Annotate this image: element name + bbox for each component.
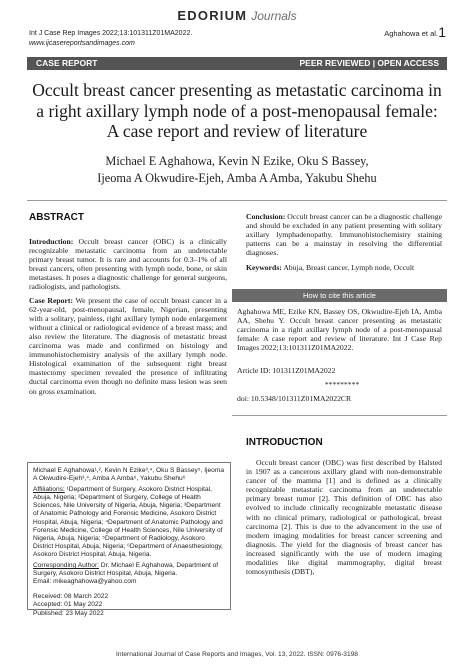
keywords-label: Keywords: bbox=[246, 263, 282, 273]
authors-line-2: Ijeoma A Okwudire-Ejeh, Amba A Amba, Yakubu Shehu bbox=[97, 170, 377, 185]
article-id: Article ID: 101311Z01MA2022 bbox=[237, 366, 336, 375]
corresponding-label: Corresponding Author: bbox=[33, 562, 99, 570]
conclusion-text: Occult breast cancer can be a diagnostic challenge and should be excluded in any patient presenting with solitary axillary lymphadenopathy. Immunohistochemistry staining patterns can be a mainstay in resolving the differential diagnoses. bbox=[246, 212, 443, 258]
author-list bbox=[30, 153, 444, 186]
how-to-cite-text: Aghahowa ME, Ezike KN, Bassey OS, Okwudire-Ejeh IA, Amba AA, Shehu Y. Occult breast cancer presenting as metastatic carcinoma in a right axillary lymph node of a post-menopausal female: A case report and review of literature. Int J Case Rep Images 2022;13:101311Z01MA2022. bbox=[237, 307, 442, 353]
conclusion-label: Conclusion: bbox=[246, 212, 286, 221]
corresponding-email[interactable]: Email: mikeaghahowa@yahoo.com bbox=[33, 578, 137, 586]
journal-brand bbox=[0, 7, 474, 25]
article-type: CASE REPORT bbox=[36, 58, 98, 68]
brand-logo-text: EDORIUM bbox=[177, 8, 248, 23]
introduction-heading: INTRODUCTION bbox=[246, 437, 323, 448]
journal-url[interactable]: www.ijcasereportsandimages.com bbox=[29, 40, 135, 47]
abstract-case-report bbox=[29, 296, 227, 396]
title-line-3: A case report and review of literature bbox=[106, 121, 368, 141]
published-date: Published: 23 May 2022 bbox=[33, 609, 104, 617]
running-head: Aghahowa et al. bbox=[384, 29, 438, 38]
box-authors: Michael E Aghahowa¹,², Kevin N Ezike³,⁴, Oku S Bassey⁵, Ijeoma A Okwudire-Ejeh³,⁴, Amba A Amba⁶, Yakubu Shehu⁶ bbox=[33, 467, 225, 483]
title-line-2: a right axillary lymph node of a post-menopausal female: bbox=[36, 100, 438, 121]
affiliations-text: ¹Department of Surgery, Asokoro District Hospital, Abuja, Nigeria; ²Department of Surgery, College of Health Sciences, Nile University of Nigeria, Abuja, Nigeria; ³Department of Anatomic Pathology and Forensic Medicine, Asokoro District Hospital, Abuja, Nigeria; ⁴Department of Anatomic Pathology and Forensic Medicine, College of Health Sciences, Nile University of Nigeria, Abuja, Nigeria; ⁵Department of Radiology, Asokoro District Hospital, Abuja, Nigeria; ⁶Department of Anaesthesiology, Asokoro District Hospital, Abuja, Nigeria. bbox=[33, 486, 223, 558]
intro-text: Occult breast cancer (OBC) is a clinically recognizable metastatic carcinoma from an undetectable primary breast tumor. It is rare and accounts for 0.3–1% of all breast cancers, often presenting with lymph node, bone, or skin metastases. It poses a diagnostic challenge for general surgeons, radiologists, and pathologists. bbox=[29, 237, 228, 292]
box-corresponding bbox=[33, 562, 226, 578]
abstract-keywords bbox=[246, 263, 442, 272]
separator-stars: ********* bbox=[324, 380, 360, 389]
case-label: Case Report: bbox=[29, 295, 74, 305]
keywords-text: Abuja, Breast cancer, Lymph node, Occult bbox=[283, 263, 415, 273]
page-footer: International Journal of Case Reports and Images, Vol. 13, 2022. ISSN: 0976-3198 bbox=[116, 651, 358, 658]
abstract-heading: ABSTRACT bbox=[29, 212, 84, 223]
citation-meta bbox=[29, 29, 192, 49]
authors-line-1: Michael E Aghahowa, Kevin N Ezike, Oku S Bassey, bbox=[105, 154, 369, 168]
received-date: Received: 08 March 2022 bbox=[33, 593, 109, 601]
page-number: 1 bbox=[438, 24, 446, 40]
introduction-body: Occult breast cancer (OBC) was first described by Halsted in 1907 as a cancerous axillary gland with non-demonstrable cancer of the mamma [1] and is defined as a clinically recognizable metastatic carcinoma from an undetectable primary breast tumor [2]. This definition of OBC has also evolved to include clinically recognizable metastatic disease with no clinical primary, radiological or pathological, breast carcinoma [2]. This is due to the advancement in the use of modern imaging modalities for breast cancer screening and diagnosis. The yield for the diagnosis of breast cancer has increased significantly with the use of modern imaging modalities like digital mammography, digital breast tomosynthesis (DBT), bbox=[246, 458, 442, 577]
article-type-band bbox=[27, 57, 447, 70]
abstract-introduction bbox=[29, 237, 227, 292]
box-affiliations bbox=[33, 486, 226, 559]
case-text: We present the case of occult breast cancer in a 62-year-old, post-menopausal, female, Nigerian, presenting with a solitary, painless, right axillary lymph node enlargement without a clinical or radiological evidence of a breast mass; and also review the literature. The diagnosis of metastatic breast carcinoma was made and confirmed on histology and immunohistochemistry analysis of the axillary lymph node. Histological examination of the subsequent right breast mastectomy specimen revealed the presence of infiltrating ductal carcinoma even though no definite mass lesion was seen on gross examination. bbox=[29, 295, 227, 396]
title-line-1: Occult breast cancer presenting as metastatic carcinoma in bbox=[32, 80, 442, 100]
abstract-body bbox=[29, 237, 227, 396]
accepted-date: Accepted: 01 May 2022 bbox=[33, 601, 103, 609]
corresponding-text: Dr. Michael E Aghahowa, Department of Surgery, Asokoro District Hospital, Abuja, Nigeria. bbox=[33, 562, 219, 578]
doi[interactable]: doi: 10.5348/101311Z01MA2022CR bbox=[237, 394, 352, 403]
affiliations-box bbox=[27, 462, 231, 617]
how-to-cite-heading: How to cite this article bbox=[232, 289, 447, 302]
citation-line: Int J Case Rep Images 2022;13:101311Z01MA2022. bbox=[29, 30, 193, 37]
abstract-continued bbox=[246, 212, 442, 273]
brand-sub-text: Journals bbox=[251, 9, 297, 23]
intro-label: Introduction: bbox=[29, 237, 74, 246]
article-title bbox=[22, 80, 452, 142]
affiliations-content bbox=[33, 467, 226, 618]
access-label: PEER REVIEWED | OPEN ACCESS bbox=[299, 58, 439, 68]
right-divider bbox=[232, 415, 447, 416]
divider bbox=[27, 200, 447, 201]
abstract-conclusion bbox=[246, 212, 442, 257]
affiliations-label: Affiliations: bbox=[33, 486, 65, 494]
